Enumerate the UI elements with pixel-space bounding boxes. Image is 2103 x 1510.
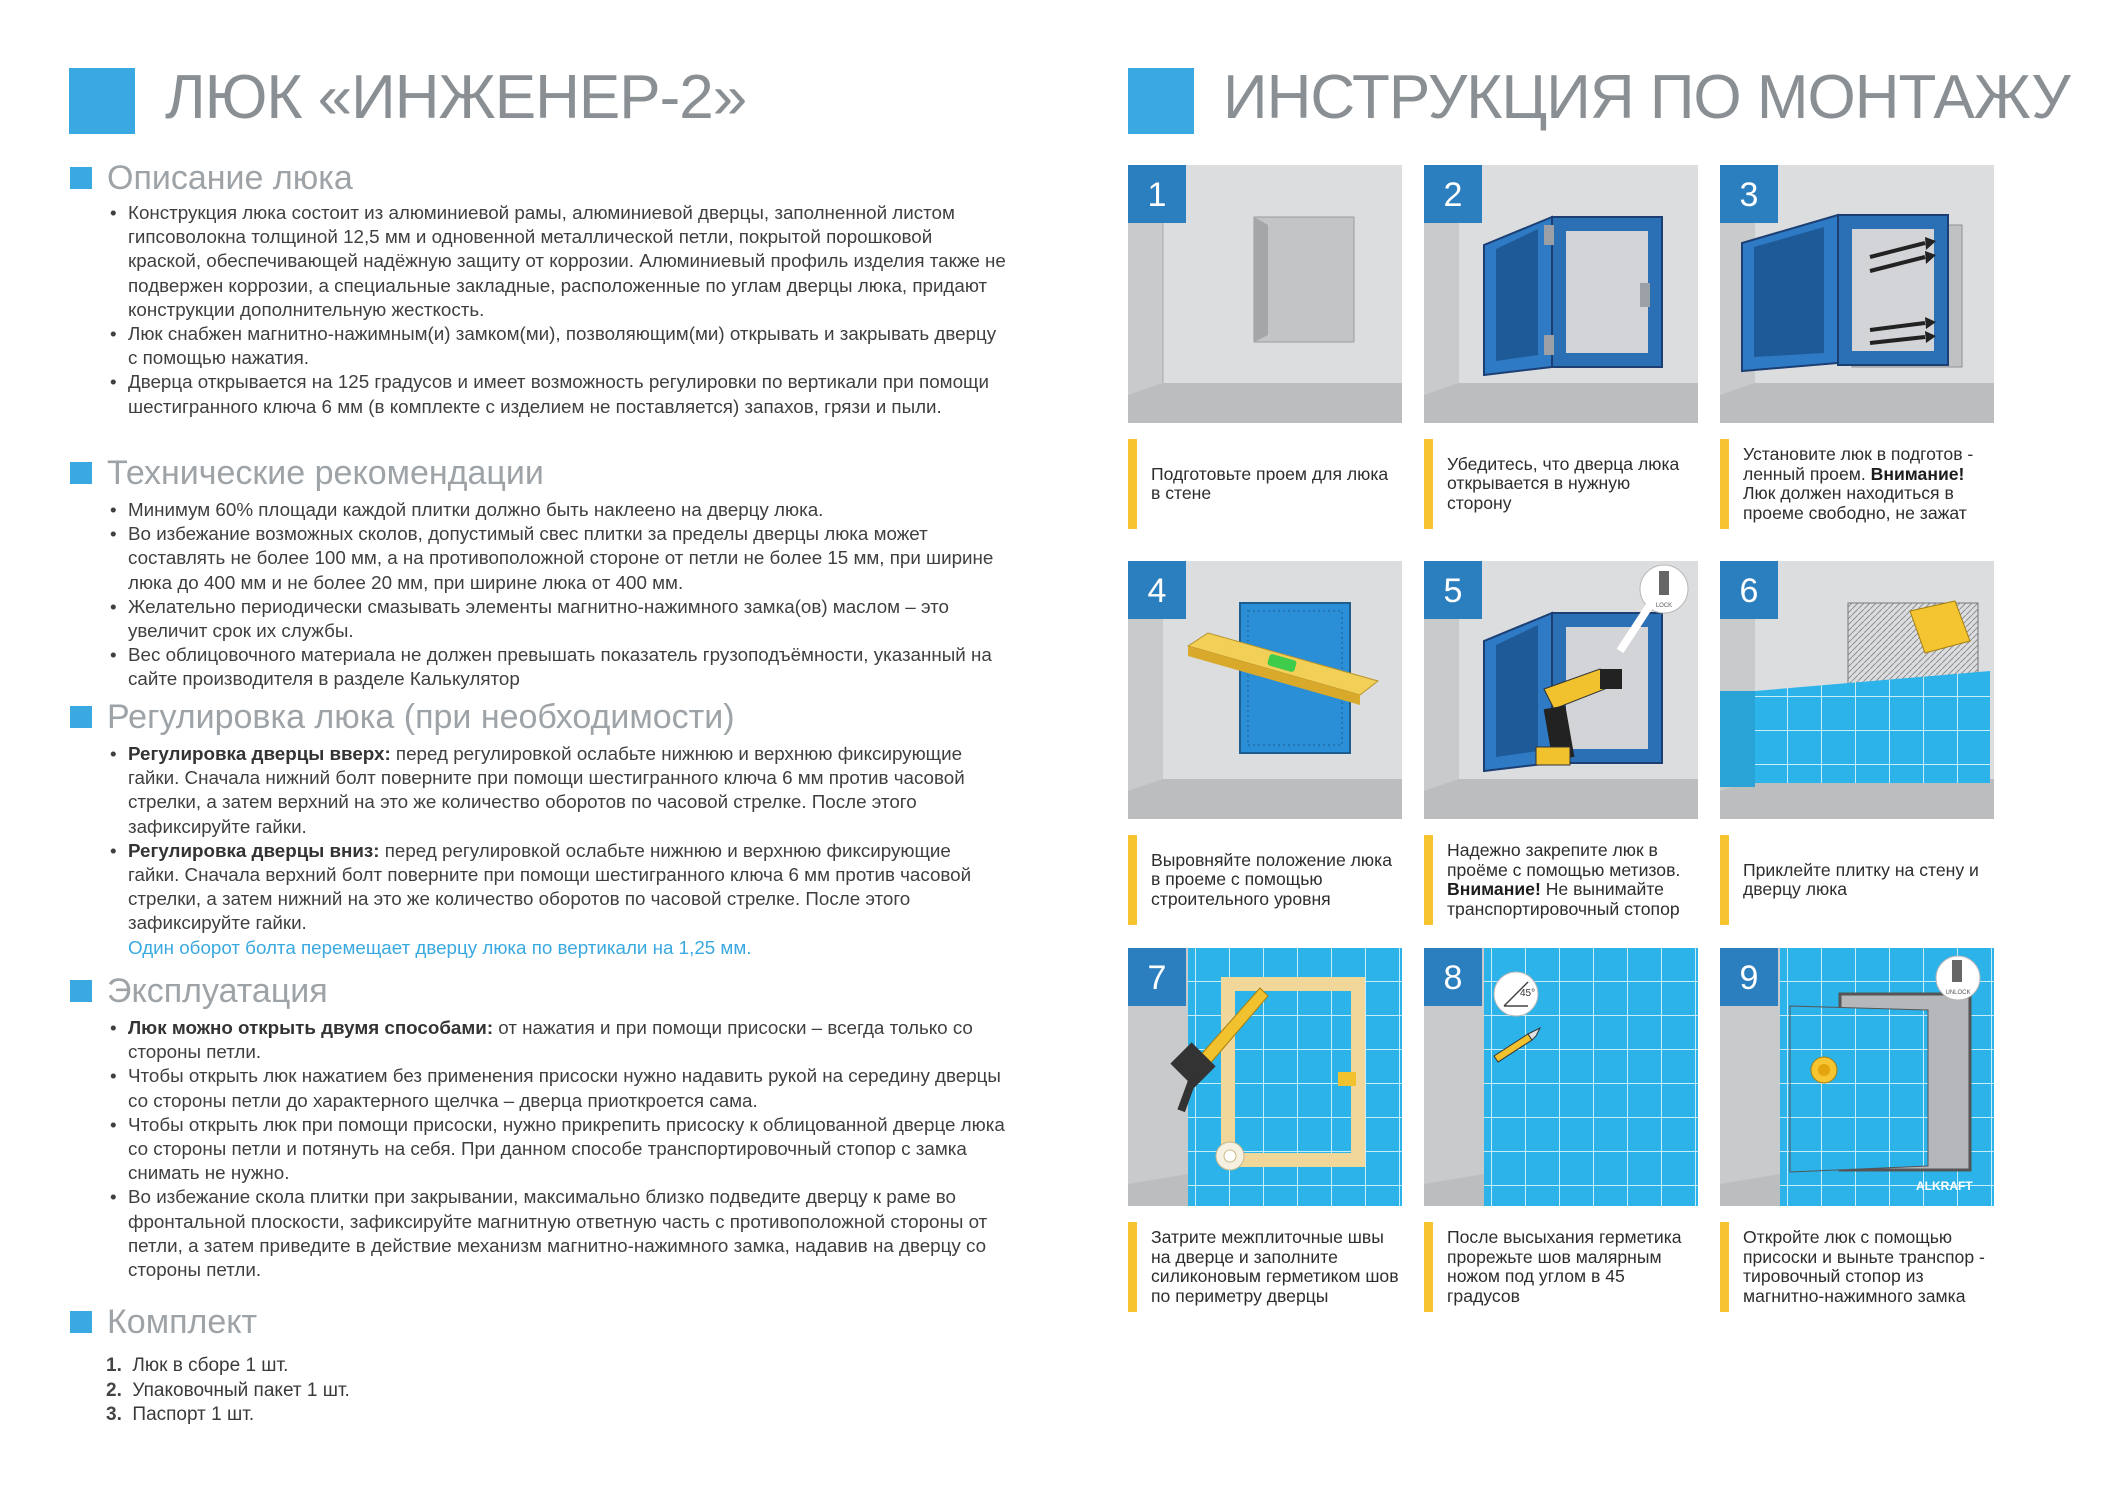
item-number: 2.	[106, 1379, 122, 1401]
item-text: перед регулировкой ослабьте нижнюю и верхнюю фиксирующие гайки. Сначала нижний болт поверните при помощи шестигранного ключа 6 мм против часовой стрелки, а затем верхний на это же количество оборотов по часовой стрелке. После этого зафиксируйте гайки.	[128, 743, 965, 837]
step-number: 8	[1424, 948, 1482, 1006]
step-illustration	[1128, 165, 1402, 423]
bold-lead: Регулировка дверцы вверх:	[128, 743, 391, 764]
caption-text: Подготовьте проем для люка в стене	[1151, 463, 1389, 503]
caption-text: Надежно закрепите люк в проёме с помощью метизов. Внимание! Не вынимайте транспортировочный стопор	[1447, 840, 1681, 919]
unlock-label: UNLOCK	[1945, 990, 1971, 996]
section-title-adjust: Регулировка люка (при необходимости)	[107, 698, 735, 736]
page-title-left: ЛЮК «ИНЖЕНЕР-2»	[165, 63, 747, 132]
adjust-note: Один оборот болта перемещает дверцу люка по вертикали на 1,25 мм.	[128, 936, 752, 958]
step-illustration	[1424, 561, 1698, 819]
caption-text: Откройте люк с помощью присоски и выньте транспор - тировочный стопор из магнитно-нажимного замка	[1743, 1227, 1985, 1306]
item-number: 3.	[106, 1404, 122, 1425]
list-item: • Чтобы открыть люк при помощи присоски, нужно прикрепить присоску к облицованной дверце люка со стороны петли и потянуть на себя. При данном способе транспортировочный стопор с замка снимать не нужно.	[106, 1113, 1006, 1186]
page-title-right: ИНСТРУКЦИЯ ПО МОНТАЖУ	[1223, 63, 2070, 132]
list-item: • Люк снабжен магнитно-нажимным(и) замком(ми), позволяющим(ми) открывать и закрывать дверцу с помощью нажатия.	[106, 322, 1006, 370]
caption-text: Установите люк в подготов - ленный проем. Внимание! Люк должен находиться в проеме свободно, не зажат	[1743, 444, 1974, 523]
item-text: перед регулировкой ослабьте нижнюю и верхнюю фиксирующие гайки. Сначала верхний болт поверните при помощи шестигранного ключа 6 мм против часовой стрелки, а затем нижний на это же количество оборотов по часовой стрелке. После этого зафиксируйте гайки.	[128, 839, 972, 934]
adjust-list	[106, 742, 1006, 960]
step-illustration	[1128, 948, 1402, 1206]
step-illustration	[1720, 561, 1994, 819]
step-caption	[1720, 835, 1994, 925]
bold-lead: Люк можно открыть двумя способами:	[128, 1017, 494, 1038]
step-illustration	[1720, 165, 1994, 423]
description-list	[106, 201, 1006, 419]
list-item: • Желательно периодически смазывать элементы магнитно-нажимного замка(ов) маслом – это увеличит срок их службы.	[106, 595, 1006, 643]
list-item	[106, 1379, 350, 1404]
step-caption	[1720, 1222, 1994, 1312]
section-title-kit: Комплект	[107, 1303, 258, 1341]
section-title-usage: Эксплуатация	[107, 972, 328, 1010]
caption-text: Приклейте плитку на стену и дверцу люка	[1743, 859, 1979, 899]
list-item: • Дверца открывается на 125 градусов и имеет возможность регулировки по вертикали при помощи шестигранного ключа 6 мм (в комплекте с изделием не поставляется) запахов, грязи и пыли.	[106, 370, 1006, 418]
step-illustration	[1424, 165, 1698, 423]
usage-list	[106, 1016, 1006, 1282]
step-caption	[1128, 439, 1402, 529]
list-item	[106, 742, 1006, 839]
step-number: 2	[1424, 165, 1482, 223]
title-square-left	[69, 68, 135, 134]
step-number: 9	[1720, 948, 1778, 1006]
section-title-description: Описание люка	[107, 159, 353, 197]
item-text: Паспорт 1 шт.	[132, 1404, 255, 1425]
kit-list	[106, 1354, 350, 1428]
caption-text: Выровняйте положение люка в проеме с помощью строительного уровня	[1151, 849, 1392, 909]
section-marker	[70, 167, 92, 189]
step-illustration	[1128, 561, 1402, 819]
item-text: Упаковочный пакет 1 шт.	[132, 1379, 350, 1401]
lock-label: LOCK	[1655, 603, 1673, 609]
list-item: • Чтобы открыть люк нажатием без применения присоски нужно надавить рукой на середину дверцы со стороны петли до характерного щелчка – дверца приоткроется сама.	[106, 1064, 1006, 1112]
caption-text: Убедитесь, что дверца люка открывается в нужную сторону	[1447, 453, 1680, 513]
step-caption	[1128, 1222, 1402, 1312]
step-caption	[1720, 439, 1994, 529]
caption-text: После высыхания герметика прорежьте шов малярным ножом под углом в 45 градусов	[1447, 1227, 1682, 1306]
step-number: 3	[1720, 165, 1778, 223]
section-marker	[70, 980, 92, 1002]
brand-logo: ALKRAFT	[1916, 1179, 1973, 1193]
item-number: 1.	[106, 1355, 122, 1376]
list-item	[106, 839, 1006, 960]
bold-lead: Регулировка дверцы вниз:	[128, 839, 380, 861]
list-item: • Во избежание скола плитки при закрывании, максимально близко подведите дверцу к раме во фронтальной плоскости, зафиксируйте магнитную ответную часть с противоположной стороны от петли, а затем приведите в действие механизм магнитно-нажимного замка, надавив на дверцу со стороны петли.	[106, 1185, 1006, 1282]
angle-label: 45°	[1520, 988, 1536, 999]
step-illustration	[1720, 948, 1994, 1206]
step-caption	[1424, 439, 1698, 529]
list-item	[106, 1354, 350, 1379]
step-illustration	[1424, 948, 1698, 1206]
list-item: • Конструкция люка состоит из алюминиевой рамы, алюминиевой дверцы, заполненной листом гипсоволокна толщиной 12,5 мм и одновенной металлической петли, покрытой порошковой краской, обеспечивающей надёжную защиту от коррозии. Алюминиевый профиль изделия также не подвержен коррозии, а специальные закладные, расположенные по углам дверцы люка, придают конструкции дополнительную жесткость.	[106, 201, 1006, 322]
title-square-right	[1128, 68, 1194, 134]
caption-text: Затрите межплиточные швы на дверце и заполните силиконовым герметиком шов по периметру дверцы	[1151, 1227, 1399, 1306]
step-caption	[1424, 1222, 1698, 1312]
step-number: 4	[1128, 561, 1186, 619]
list-item	[106, 1016, 1006, 1064]
item-text: от нажатия и при помощи присоски – всегда только со стороны петли.	[128, 1017, 973, 1063]
step-caption	[1424, 835, 1698, 925]
list-item: • Во избежание возможных сколов, допустимый свес плитки за пределы дверцы люка может составлять не более 100 мм, а на противоположной стороне от петли не более 15 мм, при ширине люка до 400 мм и не более 20 мм, при ширине люка от 400 мм.	[106, 522, 1006, 595]
section-marker	[70, 706, 92, 728]
list-item	[106, 1403, 350, 1428]
step-number: 1	[1128, 165, 1186, 223]
list-item: • Минимум 60% площади каждой плитки должно быть наклеено на дверцу люка.	[106, 498, 1006, 522]
section-title-tech: Технические рекомендации	[107, 454, 544, 492]
step-number: 7	[1128, 948, 1186, 1006]
step-number: 5	[1424, 561, 1482, 619]
section-marker	[70, 1311, 92, 1333]
section-marker	[70, 462, 92, 484]
tech-list	[106, 498, 1006, 692]
step-caption	[1128, 835, 1402, 925]
item-text: Люк в сборе 1 шт.	[132, 1355, 289, 1376]
list-item: • Вес облицовочного материала не должен превышать показатель грузоподъёмности, указанный на сайте производителя в разделе Калькулятор	[106, 643, 1006, 691]
step-number: 6	[1720, 561, 1778, 619]
